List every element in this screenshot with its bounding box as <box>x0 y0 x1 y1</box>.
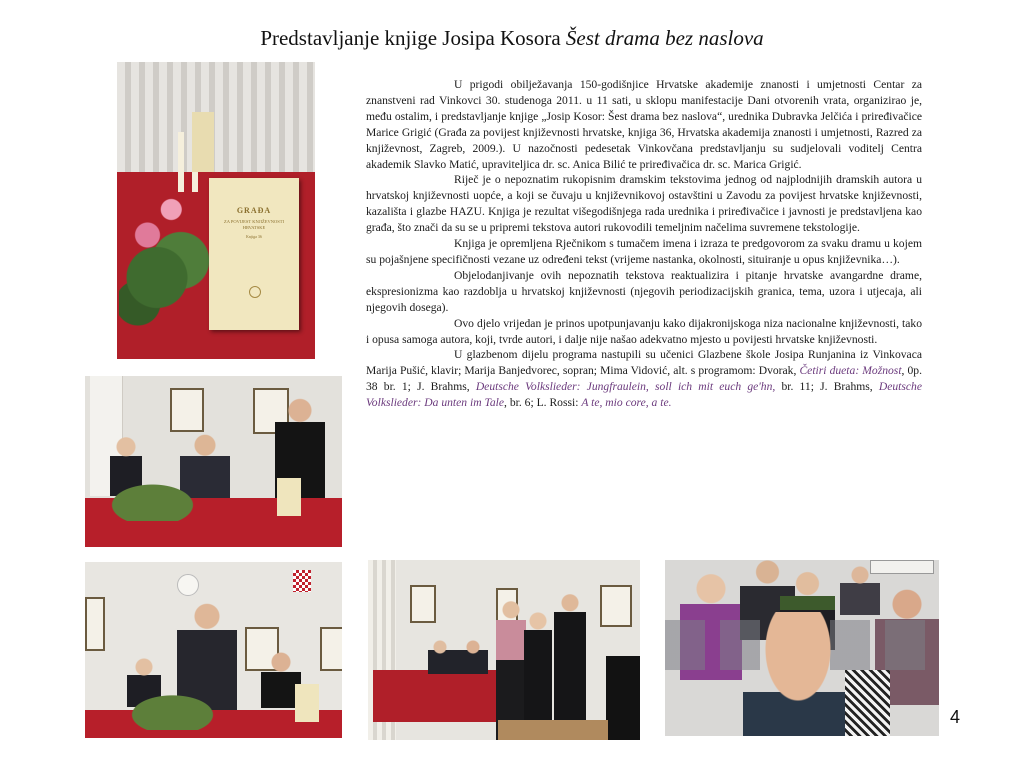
table <box>373 670 498 722</box>
book-cover-line2: ZA POVIJEST KNJIŽEVNOSTI HRVATSKE <box>224 219 284 230</box>
page-number: 4 <box>950 707 961 727</box>
singer-1 <box>496 600 526 740</box>
work-title: Deutsche Volkslieder: Da unten im Tale <box>366 380 922 410</box>
flower-arrangement <box>125 692 220 730</box>
book-title: Šest drama bez naslova <box>565 26 764 50</box>
coat <box>845 670 890 736</box>
coat-of-arms <box>293 570 311 592</box>
person-back <box>840 565 880 615</box>
book-cover-line1: GRAĐA <box>236 206 272 215</box>
paragraph-3: Knjiga je opremljena Rječnikom s tumačem imena i izraza te predgovorom za svaku dramu u kojem su pojašnjene specifičnosti vezane uz određeni tekst (vrijeme nastanka, okolnosti, situiranje u opus književnika…). <box>366 237 922 266</box>
work-title: Četiri dueta: Možnost <box>799 364 902 378</box>
clock-icon <box>177 574 199 596</box>
work-title: A te, mio core, a te. <box>581 396 672 410</box>
book-cover-emblem-icon <box>249 286 261 298</box>
paragraph-4: Objelodanjivanje ovih nepoznatih tekstova reaktualizira i pitanje hrvatske avangardne drame, ekspresionizma kao razdoblja u hrvatskoj književnosti (njegovih periodizacijskih granica, tema, uzora i utjecaja, ali njegovih dosega). <box>366 268 922 314</box>
photo-book-display <box>117 62 315 359</box>
portrait-3 <box>320 627 342 671</box>
photo-audience <box>665 560 939 736</box>
paragraph-6: U glazbenom dijelu programa nastupili su učenici Glazbene škole Josipa Runjanina iz Vinkovaca Marija Pušić, klavir; Marija Banjedvorec, sopran; Mima Vidović, alt. s programom: Dvorak, Četiri dueta: Možnost, 0p. 38 br. 1; J. Brahms, Deutsche Volkslieder: Jungfraulein, soll ich mit euch ge'hn, br. 11; J. Brahms, Deutsche Volkslieder: Da unten im Tale, br. 6; L. Rossi: A te, mio core, a te. <box>366 348 922 410</box>
curtain <box>117 62 315 172</box>
flower-arrangement <box>105 481 200 521</box>
piano <box>606 656 640 740</box>
book-on-table <box>277 478 301 516</box>
portrait-1 <box>410 585 436 623</box>
photo-speaker <box>85 562 342 738</box>
singer-3 <box>554 594 586 740</box>
portrait-1 <box>170 388 204 432</box>
portrait-1 <box>85 597 105 651</box>
article-body <box>366 77 922 411</box>
book-cover-line3: Knjiga 36 <box>246 234 262 239</box>
photo-singers <box>368 560 640 740</box>
floor <box>498 720 608 740</box>
paragraph-5: Ovo djelo vrijedan je prinos upotpunjavanju kako dijakronijskoga niza nacionalne književnosti, tako i opusa samoga autora, koji, tvrde autori, i dalje nije našao adekvatno mjesto u povijesti hrvatske književnosti. <box>366 316 922 346</box>
paragraph-2: Riječ je o nepoznatim rukopisnim dramskim tekstovima jednog od najplodnijih dramskih autora u hrvatskoj književnosti uopće, a koji se čuvaju u književnikovoj ostavštini u Zavodu za povijest hrvatske književnosti, kazališta i glazbe HAZU. Knjiga je rezultat višegodišnjega rada urednika i priređivačice i javnosti je predstavljena kao građa, što znači da su se u pripremi tekstova autori rukovodili temeljnim načelima suvremene tekstologije. <box>366 173 922 235</box>
man-front <box>743 612 853 736</box>
page-title: Predstavljanje knjige Josipa Kosora Šest drama bez naslova <box>260 26 764 50</box>
flower-arrangement <box>119 167 214 337</box>
paragraph-1: U prigodi obilježavanja 150-godišnjice Hrvatske akademije znanosti i umjetnosti Centar za znanstveni rad Vinkovci 30. studenoga 2011. u 11 sati, u sklopu manifestacije Dani otvorenih vrata, organizirao je, među ostalim, i predstavljanje knjige „Josip Kosor: Šest drama bez naslova“, urednika Dubravka Jelčića i priređivačice Marice Grigić (Građa za povijest književnosti hrvatske, knjiga 36, Hrvatska akademija znanosti i umjetnosti, Razred za književnost, Zagreb, 2009.). U nazočnosti pedesetak Vinkovčana predstavljanju su sudjelovali voditelj Centra akademik Slavko Matić, upraviteljica dr. sc. Anica Bilić te priređivačica dr. sc. Marica Grigić. <box>366 78 922 171</box>
seated-people <box>428 638 488 674</box>
portrait-3 <box>600 585 632 627</box>
work-title: Deutsche Volkslieder: Jungfraulein, soll ich mit euch ge'hn, <box>475 380 776 394</box>
photo-panel <box>85 376 342 547</box>
second-book <box>192 112 214 172</box>
book-on-table <box>295 684 319 722</box>
book-cover <box>209 178 299 330</box>
